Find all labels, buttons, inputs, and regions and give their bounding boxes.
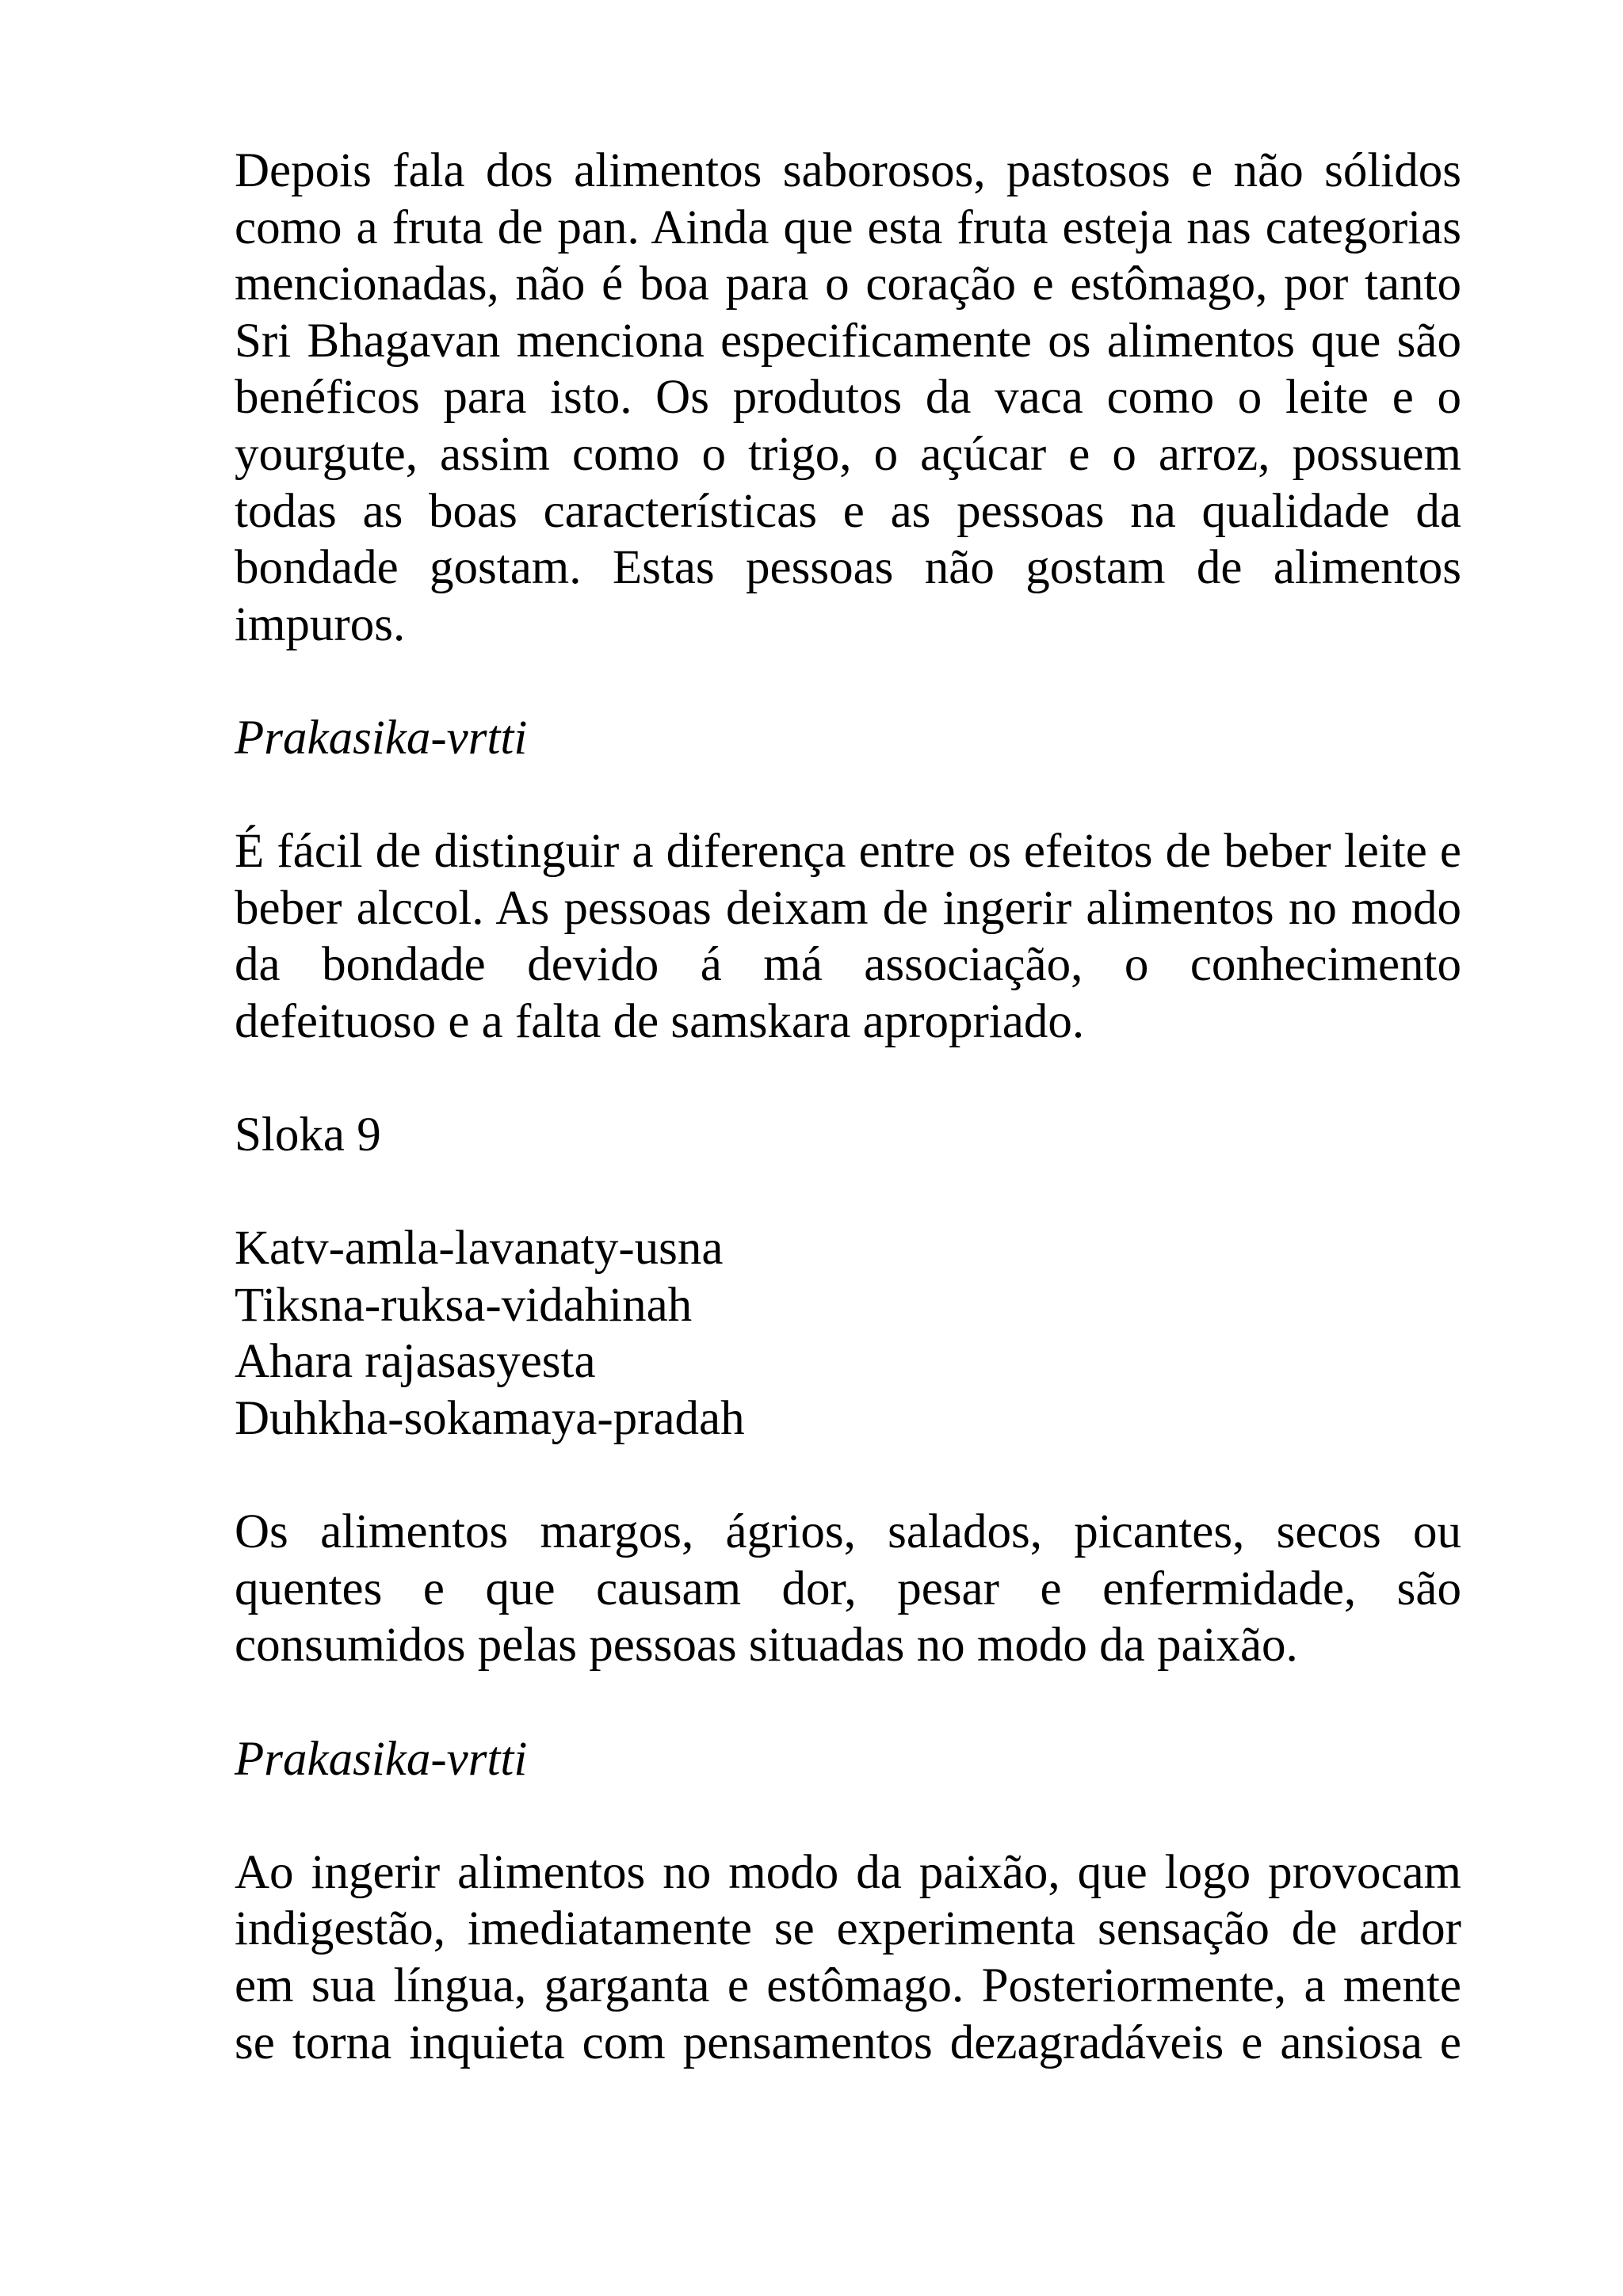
- paragraph-passion-effects: Ao ingerir alimentos no modo da paixão, que logo provocam indigestão, imediatamente se experimenta sensação de ardor em sua língua, garganta e estômago. Posteriormente, a mente se torna inquieta com pensamentos dezagradáveis e ansiosa e: [235, 1845, 1461, 2069]
- spacer: [235, 653, 1461, 710]
- paragraph-food-goodness: Depois fala dos alimentos saborosos, pastosos e não sólidos como a fruta de pan. Ainda que esta fruta esteja nas categorias mencionadas, não é boa para o coração e estômago, por tanto Sri Bhagavan menciona especificamente os alimentos que são benéficos para isto. Os produtos da vaca como o leite e o yourgute, assim como o trigo, o açúcar e o arroz, possuem todas as boas características e as pessoas na qualidade da bondade gostam. Estas pessoas não gostam de alimentos impuros.: [235, 144, 1461, 651]
- spacer: [235, 767, 1461, 824]
- spacer: [235, 1674, 1461, 1731]
- spacer: [235, 1447, 1461, 1505]
- verse-line: Tiksna-ruksa-vidahinah: [235, 1278, 693, 1332]
- sloka-label: Sloka 9: [235, 1108, 381, 1162]
- spacer: [235, 1051, 1461, 1108]
- heading-prakasika-vrtti-2: Prakasika-vrtti: [235, 1732, 528, 1786]
- verse-line: Duhkha-sokamaya-pradah: [235, 1392, 745, 1446]
- spacer: [235, 1787, 1461, 1844]
- paragraph-milk-alcohol: É fácil de distinguir a diferença entre os efeitos de beber leite e beber alccol. As pessoas deixam de ingerir alimentos no modo da bondade devido á má associação, o conhecimento defeituoso e a falta de samskara apropriado.: [235, 825, 1461, 1048]
- document-page: [235, 143, 1461, 2071]
- heading-prakasika-vrtti-1: Prakasika-vrtti: [235, 711, 528, 765]
- verse-block: [235, 1220, 1461, 1447]
- verse-line: Katv-amla-lavanaty-usna: [235, 1222, 724, 1276]
- verse-line: Ahara rajasasyesta: [235, 1335, 596, 1389]
- spacer: [235, 1164, 1461, 1221]
- paragraph-passion-foods: Os alimentos margos, ágrios, salados, picantes, secos ou quentes e que causam dor, pesar e enfermidade, são consumidos pelas pessoas situadas no modo da paixão.: [235, 1505, 1461, 1672]
